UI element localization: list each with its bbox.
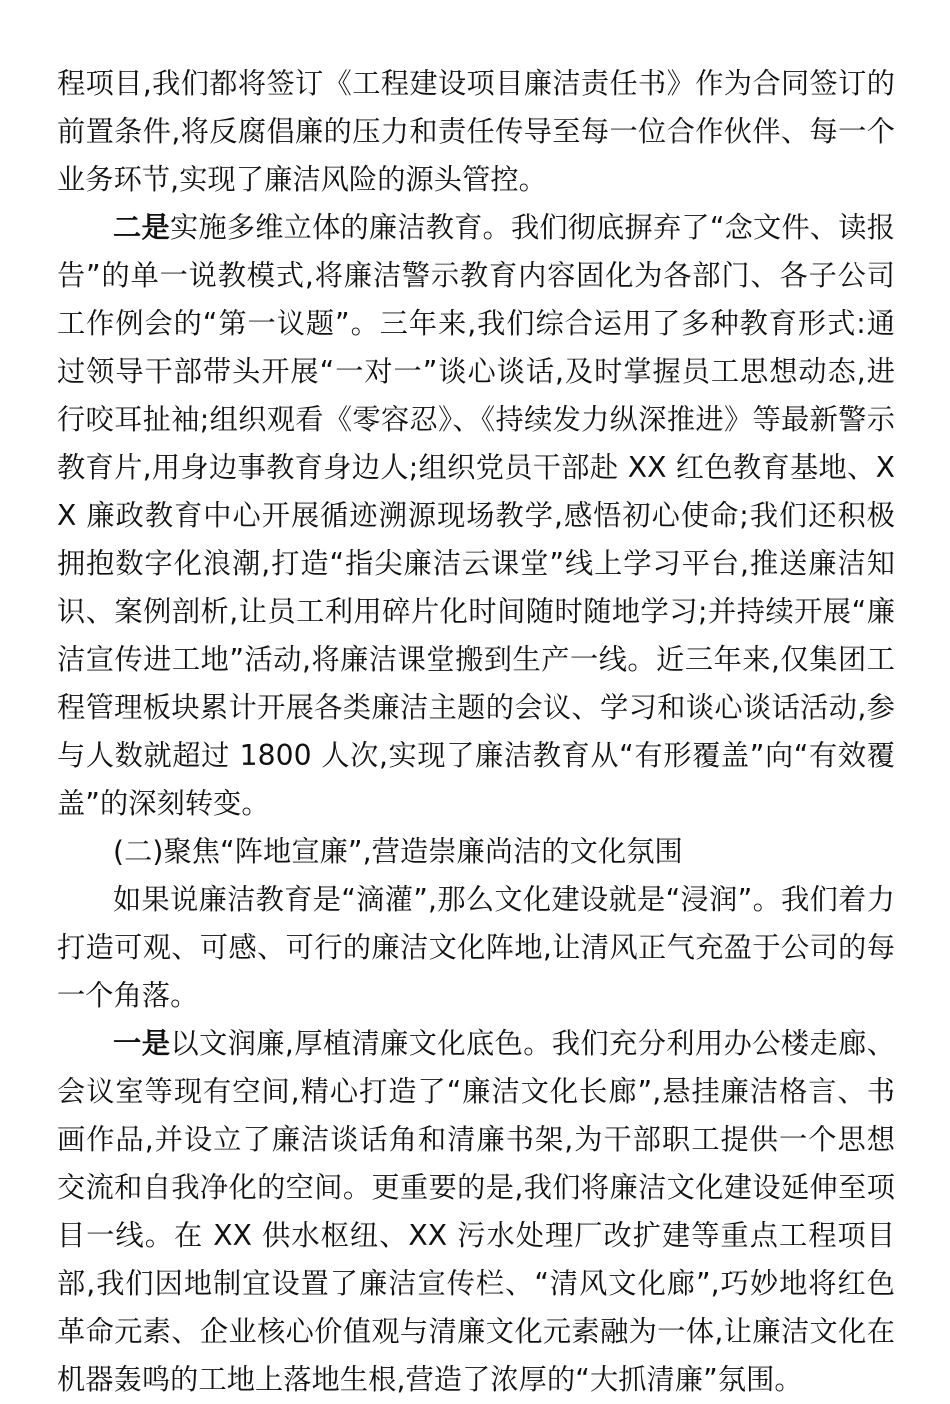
paragraph-yishi xyxy=(57,1020,895,1404)
section-heading-text: (二)聚焦“阵地宣廉”,营造崇廉尚洁的文化氛围 xyxy=(113,835,683,868)
paragraph-ershi xyxy=(57,204,895,828)
paragraph-text: 以文润廉,厚植清廉文化底色。我们充分利用办公楼走廊、会议室等现有空间,精心打造了“廉洁文化长廊”,悬挂廉洁格言、书画作品,并设立了廉洁谈话角和清廉书架,为干部职工提供一个思想交流和自我净化的空间。更重要的是,我们将廉洁文化建设延伸至项目一线。在 XX 供水枢纽、XX 污水处理厂改扩建等重点工程项目部,我们因地制宜设置了廉洁宣传栏、“清风文化廊”,巧妙地将红色革命元素、企业核心价值观与清廉文化元素融为一体,让廉洁文化在机器轰鸣的工地上落地生根,营造了浓厚的“大抓清廉”氛围。 xyxy=(57,1027,896,1396)
document-body xyxy=(57,60,895,1404)
paragraph-culture-intro xyxy=(57,876,895,1020)
paragraph-lead-label: 一是 xyxy=(113,1027,171,1060)
paragraph-continuation xyxy=(57,60,895,204)
section-heading-two xyxy=(57,828,895,876)
paragraph-text: 如果说廉洁教育是“滴灌”,那么文化建设就是“浸润”。我们着力打造可观、可感、可行的廉洁文化阵地,让清风正气充盈于公司的每一个角落。 xyxy=(57,883,895,1012)
paragraph-text: 程项目,我们都将签订《工程建设项目廉洁责任书》作为合同签订的前置条件,将反腐倡廉的压力和责任传导至每一位合作伙伴、每一个业务环节,实现了廉洁风险的源头管控。 xyxy=(57,67,895,196)
paragraph-text: 实施多维立体的廉洁教育。我们彻底摒弃了“念文件、读报告”的单一说教模式,将廉洁警示教育内容固化为各部门、各子公司工作例会的“第一议题”。三年来,我们综合运用了多种教育形式:通过领导干部带头开展“一对一”谈心谈话,及时掌握员工思想动态,进行咬耳扯袖;组织观看《零容忍》、《持续发力纵深推进》等最新警示教育片,用身边事教育身边人;组织党员干部赴 XX 红色教育基地、XX 廉政教育中心开展循迹溯源现场教学,感悟初心使命;我们还积极拥抱数字化浪潮,打造“指尖廉洁云课堂”线上学习平台,推送廉洁知识、案例剖析,让员工利用碎片化时间随时随地学习;并持续开展“廉洁宣传进工地”活动,将廉洁课堂搬到生产一线。近三年来,仅集团工程管理板块累计开展各类廉洁主题的会议、学习和谈心谈话活动,参与人数就超过 1800 人次,实现了廉洁教育从“有形覆盖”向“有效覆盖”的深刻转变。 xyxy=(57,211,895,820)
paragraph-lead-label: 二是 xyxy=(113,211,171,244)
